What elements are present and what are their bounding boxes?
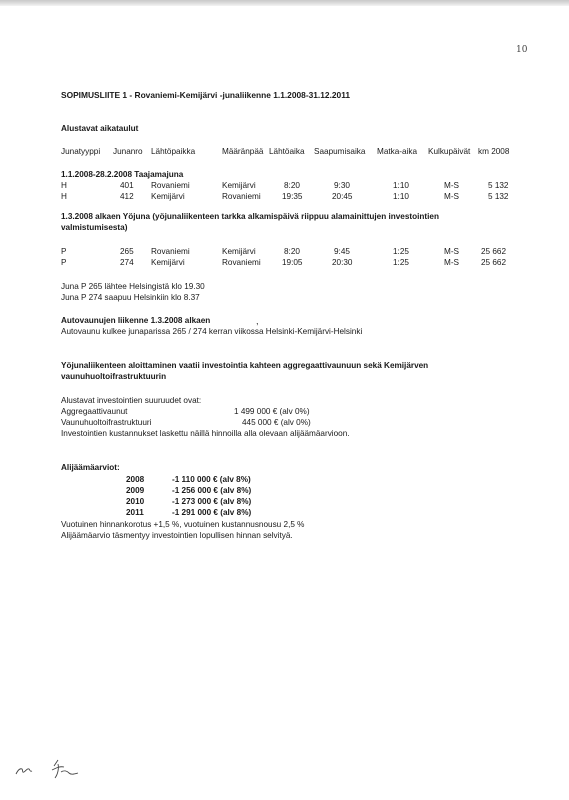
scan-edge (0, 0, 569, 6)
cell-km: 25 662 (481, 258, 507, 267)
deficit-value: -1 273 000 € (alv 8%) (172, 497, 252, 506)
cell-departure-place: Kemijärvi (151, 258, 185, 267)
cell-arrival-time: 9:30 (334, 181, 350, 190)
cell-arrival-time: 20:45 (332, 192, 353, 201)
cell-type: P (61, 258, 67, 267)
cell-arrival-time: 9:45 (334, 247, 350, 256)
document-title: SOPIMUSLIITE 1 - Rovaniemi-Kemijärvi -junaliikenne 1.1.2008-31.12.2011 (61, 90, 351, 100)
investment-note: Investointien kustannukset laskettu näillä hinnoilla alla olevaan alijäämäarvioon. (61, 429, 350, 438)
stray-mark: , (256, 316, 259, 326)
deficit-year: 2009 (126, 486, 145, 495)
cell-destination: Kemijärvi (222, 247, 256, 256)
investment-item-label: Aggregaattivaunut (61, 407, 128, 416)
cell-number: 401 (120, 181, 134, 190)
deficit-year: 2010 (126, 497, 145, 506)
cell-departure-time: 19:35 (282, 192, 303, 201)
col-header-lahtopaikka: Lähtöpaikka (151, 147, 196, 156)
section2-heading-line2: valmistumisesta) (61, 223, 128, 232)
cell-km: 5 132 (488, 192, 509, 201)
cell-km: 25 662 (481, 247, 507, 256)
cell-number: 274 (120, 258, 134, 267)
cell-duration: 1:25 (393, 258, 409, 267)
cell-days: M-S (444, 247, 460, 256)
cell-number: 265 (120, 247, 134, 256)
section2-heading-line1: 1.3.2008 alkaen Yöjuna (yöjunaliikenteen tarkka alkamispäivä riippuu alamainittujen investointien (61, 212, 439, 221)
investment-item-label: Vaunuhuoltoifrastruktuuri (61, 418, 152, 427)
autovaunu-text: Autovaunu kulkee junaparissa 265 / 274 kerran viikossa Helsinki-Kemijärvi-Helsinki (61, 327, 363, 336)
cell-departure-time: 8:20 (284, 247, 300, 256)
deficit-year: 2008 (126, 475, 145, 484)
cell-days: M-S (444, 181, 460, 190)
cell-departure-place: Rovaniemi (151, 181, 190, 190)
cell-km: 5 132 (488, 181, 509, 190)
note-line: Juna P 274 saapuu Helsinkiin klo 8.37 (61, 293, 200, 302)
cell-destination: Kemijärvi (222, 181, 256, 190)
deficit-note: Alijäämäarvio täsmentyy investointien lopullisen hinnan selvityä. (61, 531, 293, 540)
cell-duration: 1:25 (393, 247, 409, 256)
investment-item-value: 445 000 € (alv 0%) (242, 418, 311, 427)
col-header-junatyyppi: Junatyyppi (61, 147, 101, 156)
cell-number: 412 (120, 192, 134, 201)
autovaunu-heading: Autovaunujen liikenne 1.3.2008 alkaen (61, 316, 211, 325)
cell-type: P (61, 247, 67, 256)
cell-destination: Rovaniemi (222, 192, 261, 201)
signature-initials (14, 756, 94, 782)
col-header-junanro: Junanro (113, 147, 143, 156)
cell-departure-time: 8:20 (284, 181, 300, 190)
cell-type: H (61, 181, 67, 190)
investment-heading-line2: vaunuhuoltoifrastruktuurin (61, 372, 167, 381)
cell-days: M-S (444, 258, 460, 267)
investment-heading-line1: Yöjunaliikenteen aloittaminen vaatii investointia kahteen aggregaattivaunuun sekä Kemijärven (61, 361, 429, 370)
cell-departure-time: 19:05 (282, 258, 303, 267)
cell-departure-place: Kemijärvi (151, 192, 185, 201)
col-header-kulkupaivat: Kulkupäivät (428, 147, 471, 156)
timetables-heading: Alustavat aikataulut (61, 124, 139, 133)
cell-departure-place: Rovaniemi (151, 247, 190, 256)
cell-type: H (61, 192, 67, 201)
deficit-value: -1 110 000 € (alv 8%) (172, 475, 251, 484)
investment-intro: Alustavat investointien suuruudet ovat: (61, 396, 202, 405)
deficit-value: -1 291 000 € (alv 8%) (172, 508, 252, 517)
deficit-year: 2011 (126, 508, 144, 517)
note-line: Juna P 265 lähtee Helsingistä klo 19.30 (61, 282, 205, 291)
cell-destination: Rovaniemi (222, 258, 261, 267)
col-header-saapumisaika: Saapumisaika (314, 147, 366, 156)
section1-heading: 1.1.2008-28.2.2008 Taajamajuna (61, 170, 184, 179)
page-number: 10 (516, 45, 528, 55)
col-header-maaranpaa: Määränpää (222, 147, 264, 156)
cell-days: M-S (444, 192, 460, 201)
deficit-heading: Alijäämäarviot: (61, 463, 120, 472)
cell-duration: 1:10 (393, 192, 409, 201)
col-header-lahtoaika: Lähtöaika (269, 147, 305, 156)
col-header-matka-aika: Matka-aika (377, 147, 418, 156)
cell-duration: 1:10 (393, 181, 409, 190)
deficit-value: -1 256 000 € (alv 8%) (172, 486, 252, 495)
col-header-km: km 2008 (478, 147, 510, 156)
deficit-note: Vuotuinen hinnankorotus +1,5 %, vuotuinen kustannusnousu 2,5 % (61, 520, 305, 529)
investment-item-value: 1 499 000 € (alv 0%) (234, 407, 310, 416)
cell-arrival-time: 20:30 (332, 258, 353, 267)
